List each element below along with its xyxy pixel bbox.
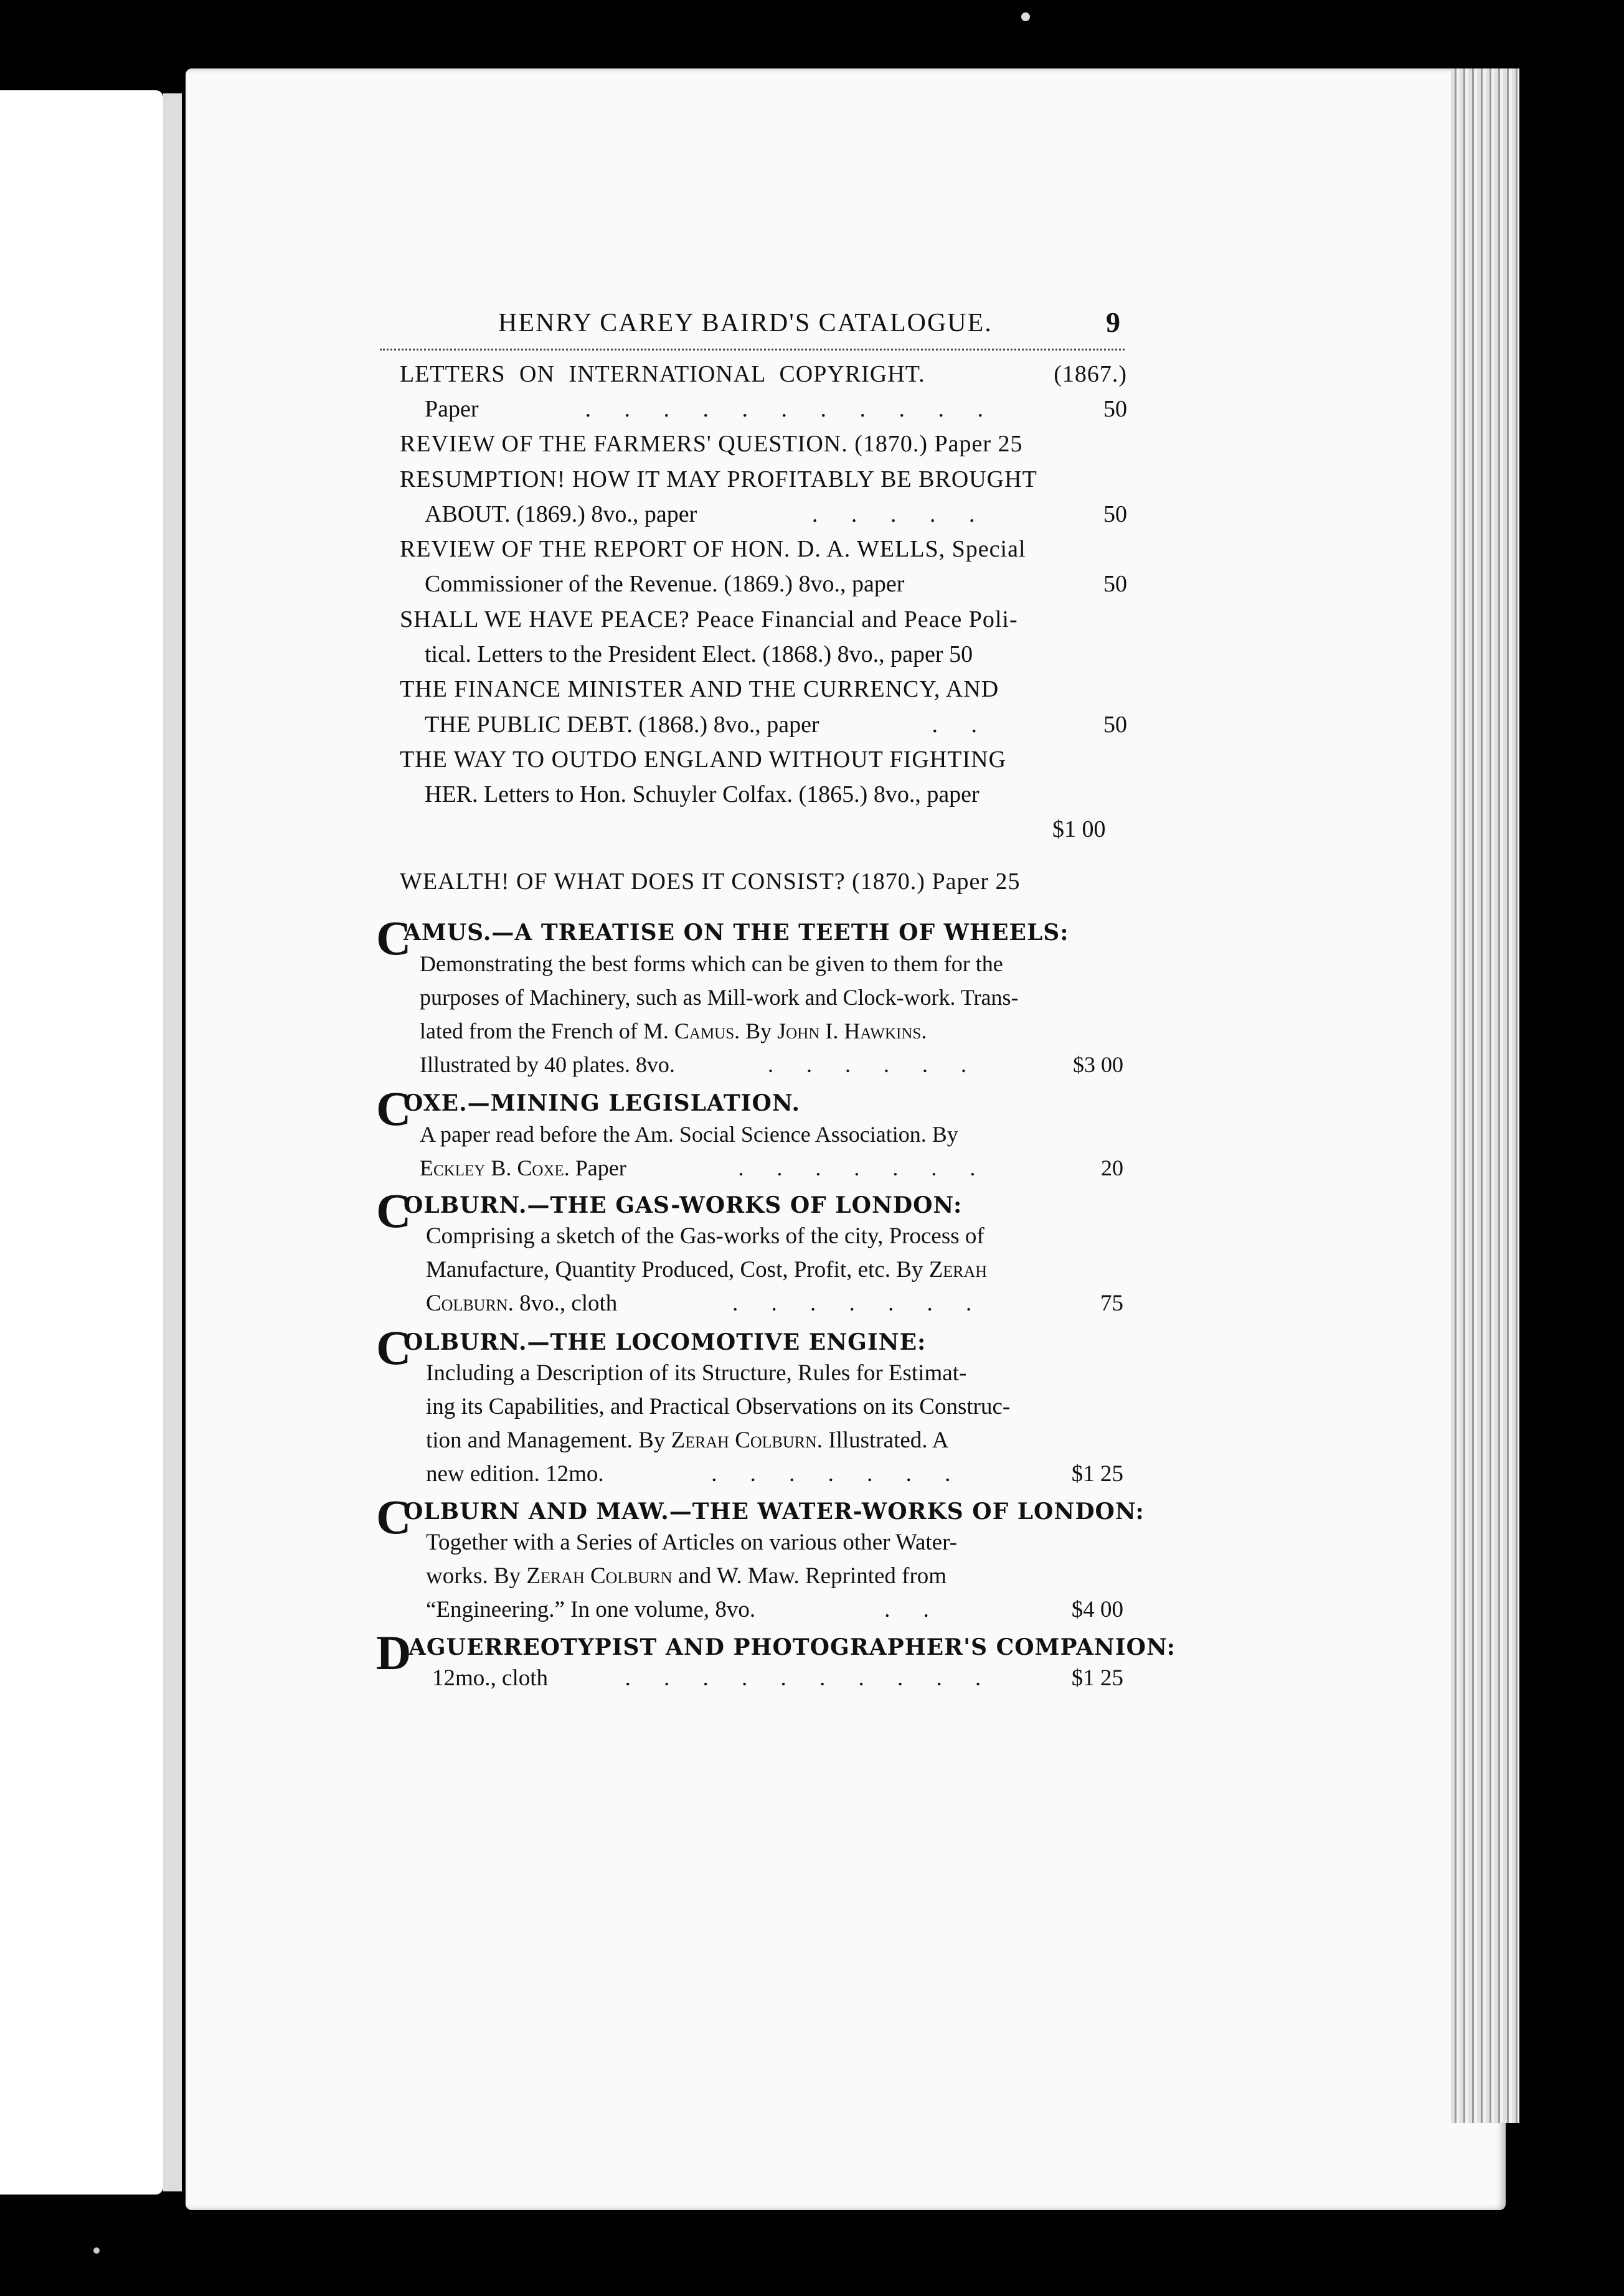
- page-number: 9: [1106, 306, 1121, 338]
- list-item: WEALTH! OF WHAT DOES IT CONSIST? (1870.) Paper 25: [400, 868, 1021, 895]
- entry-text: Illustrated by 40 plates. 8vo.: [420, 1052, 675, 1077]
- list-item: [425, 499, 1127, 529]
- leader-dots: . . . . . . .: [738, 1155, 989, 1180]
- entry-description: [426, 1561, 947, 1591]
- scan-speck: [93, 2247, 100, 2254]
- list-item: REVIEW OF THE REPORT OF HON. D. A. WELLS, Special: [400, 536, 1026, 562]
- entry-price: $3 00: [1072, 1052, 1123, 1077]
- entry-description: Demonstrating the best forms which can be given to them for the: [420, 951, 1003, 976]
- entry-price: $4 00: [1071, 1597, 1123, 1622]
- leader-dots: . .: [932, 712, 991, 738]
- list-item: [425, 569, 1127, 599]
- entry-description: Comprising a sketch of the Gas-works of the city, Process of: [426, 1223, 984, 1249]
- description-text: Manufacture, Quantity Produced, Cost, Profit, etc. By: [426, 1257, 923, 1282]
- list-item: REVIEW OF THE FARMERS' QUESTION. (1870.) Paper 25: [400, 431, 1023, 457]
- list-item: [426, 1459, 1123, 1489]
- author-name: Camus: [674, 1019, 735, 1043]
- author-name: Colburn: [426, 1291, 508, 1316]
- entry-binding: Paper: [425, 396, 479, 422]
- description-text: tion and Management. By: [426, 1428, 666, 1453]
- entry-description: ing its Capabilities, and Practical Observations on its Construc-: [426, 1394, 1011, 1419]
- entry-text: 12mo., cloth: [432, 1665, 549, 1691]
- description-text: and W. Maw. Reprinted from: [677, 1563, 947, 1589]
- list-item: THE WAY TO OUTDO ENGLAND WITHOUT FIGHTING: [400, 746, 1007, 773]
- leader-dots: . .: [884, 1597, 943, 1622]
- entry-text: new edition. 12mo.: [426, 1461, 604, 1487]
- entry-text: “Engineering.” In one volume, 8vo.: [426, 1597, 756, 1622]
- list-item: SHALL WE HAVE PEACE? Peace Financial and Peace Poli-: [400, 606, 1018, 633]
- description-text: lated from the French of M.: [420, 1019, 669, 1043]
- entry-price: $1 25: [1071, 1665, 1123, 1691]
- entry-description: Together with a Series of Articles on various other Water-: [426, 1530, 958, 1555]
- running-title: HENRY CAREY BAIRD'S CATALOGUE.: [498, 309, 993, 337]
- running-header: [498, 308, 1121, 346]
- description-text: works. By: [426, 1563, 521, 1589]
- drop-cap: C: [376, 1320, 412, 1375]
- drop-cap: C: [376, 911, 412, 965]
- scan-speck: [1021, 12, 1030, 21]
- list-item: [420, 1153, 1123, 1183]
- page-fore-edge: [1451, 68, 1519, 2123]
- list-item: tical. Letters to the President Elect. (1868.) 8vo., paper 50: [425, 641, 973, 667]
- entry-price: $1 00: [1052, 816, 1106, 842]
- list-item: RESUMPTION! HOW IT MAY PROFITABLY BE BROUGHT: [400, 466, 1037, 492]
- list-item: [426, 1595, 1123, 1625]
- leader-dots: . . . . . . .: [711, 1461, 965, 1487]
- entry-price: 50: [1103, 396, 1127, 422]
- drop-cap: D: [376, 1626, 412, 1680]
- entry-price: 75: [1100, 1291, 1123, 1316]
- list-item: [432, 1663, 1123, 1693]
- author-name: Eckley B. Coxe: [420, 1155, 564, 1180]
- description-text: . Illustrated. A: [816, 1428, 949, 1453]
- entry-text: . Paper: [564, 1155, 626, 1180]
- entry-description: [426, 1426, 948, 1456]
- leader-dots: . . . . . .: [767, 1052, 980, 1077]
- entry-price: $1 25: [1071, 1461, 1123, 1487]
- entry-price: 50: [1103, 712, 1127, 738]
- leader-dots: . . . . .: [811, 501, 989, 527]
- list-item: [425, 394, 1127, 424]
- list-item: [426, 1289, 1123, 1319]
- entry-title: LETTERS ON INTERNATIONAL COPYRIGHT.: [400, 361, 925, 387]
- entry-description: purposes of Machinery, such as Mill-work and Clock-work. Trans-: [420, 985, 1019, 1010]
- entry-text: ABOUT. (1869.) 8vo., paper: [425, 501, 697, 527]
- entry-text: . 8vo., cloth: [507, 1291, 618, 1316]
- entry-description: [420, 1016, 927, 1046]
- leader-dots: . . . . . . . . . .: [625, 1665, 995, 1691]
- author-name: Zerah Colburn: [671, 1428, 817, 1453]
- drop-cap: C: [376, 1490, 412, 1544]
- entry-price: 50: [1103, 571, 1127, 597]
- leader-dots: . . . . . . .: [732, 1291, 986, 1316]
- drop-cap: C: [376, 1183, 412, 1238]
- description-text: .: [921, 1019, 927, 1043]
- facing-page: [0, 90, 163, 2195]
- entry-heading: OLBURN.—THE GAS-WORKS OF LONDON:: [404, 1192, 963, 1218]
- list-item: HER. Letters to Hon. Schuyler Colfax. (1865.) 8vo., paper: [425, 781, 980, 807]
- leader-dots: . . . . . . . . . . .: [585, 396, 998, 422]
- entry-heading: AMUS.—A TREATISE ON THE TEETH OF WHEELS:: [404, 920, 1069, 946]
- entry-price: 20: [1101, 1155, 1123, 1180]
- list-item: [400, 359, 1127, 389]
- description-text: . By: [734, 1019, 772, 1043]
- entry-heading: OLBURN AND MAW.—THE WATER-WORKS OF LONDON:: [404, 1499, 1145, 1525]
- entry-description: A paper read before the Am. Social Science Association. By: [420, 1122, 958, 1147]
- author-name: Zerah Colburn: [526, 1563, 673, 1589]
- entry-price: 50: [1103, 501, 1127, 527]
- entry-description: [426, 1255, 987, 1285]
- author-name: Zerah: [928, 1257, 988, 1282]
- drop-cap: C: [376, 1081, 412, 1136]
- entry-heading: OXE.—MINING LEGISLATION.: [404, 1090, 800, 1116]
- entry-year: (1867.): [1054, 361, 1127, 387]
- translator-name: John I. Hawkins: [777, 1019, 922, 1043]
- entry-text: THE PUBLIC DEBT. (1868.) 8vo., paper: [425, 712, 819, 738]
- list-item: THE FINANCE MINISTER AND THE CURRENCY, AND: [400, 676, 999, 702]
- entry-heading: OLBURN.—THE LOCOMOTIVE ENGINE:: [404, 1329, 927, 1355]
- facing-page-gutter: [163, 93, 182, 2191]
- entry-text: Commissioner of the Revenue. (1869.) 8vo., paper: [425, 571, 905, 597]
- entry-heading: AGUERREOTYPIST AND PHOTOGRAPHER'S COMPANION:: [408, 1634, 1176, 1660]
- entry-description: Including a Description of its Structure, Rules for Estimat-: [426, 1360, 967, 1386]
- header-rule: [380, 349, 1125, 351]
- list-item: [420, 1050, 1123, 1080]
- list-item: [425, 710, 1127, 740]
